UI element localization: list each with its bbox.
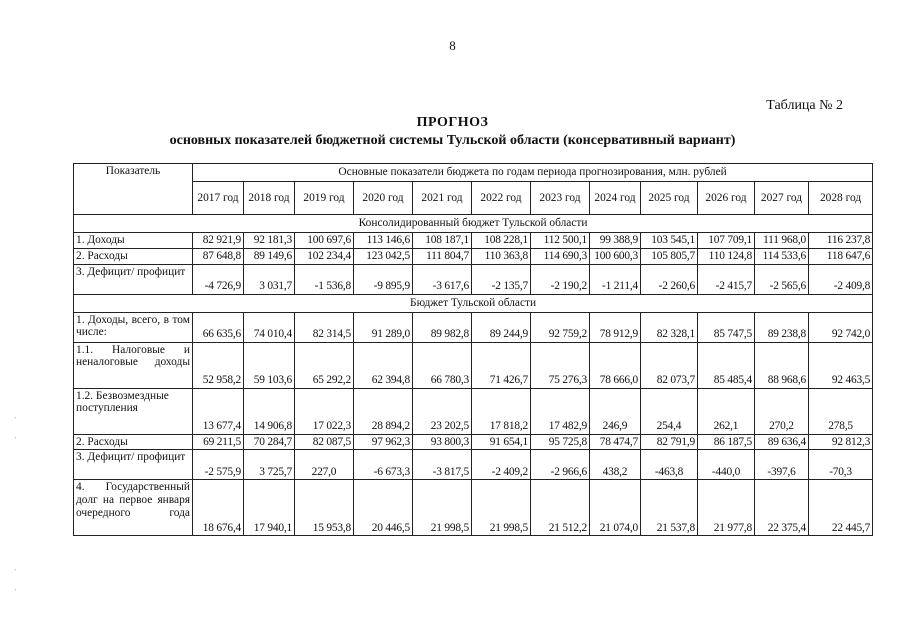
value-cell: 92 463,5 xyxy=(809,342,873,388)
scan-mark: ˈ xyxy=(14,416,18,427)
forecast-table xyxy=(73,163,873,536)
table-row xyxy=(74,342,873,388)
value-cell: 21 512,2 xyxy=(531,480,590,536)
value-cell: 123 042,5 xyxy=(354,248,413,264)
value-cell: 65 292,2 xyxy=(295,342,354,388)
table-row xyxy=(74,434,873,450)
value-cell: -2 190,2 xyxy=(531,264,590,294)
value-cell: 111 968,0 xyxy=(755,233,809,249)
table-label: Таблица № 2 xyxy=(766,98,843,113)
year-header: 2027 год xyxy=(755,182,809,215)
row-label: 1. Доходы xyxy=(74,233,193,249)
value-cell: 22 445,7 xyxy=(809,480,873,536)
year-header: 2017 год xyxy=(193,182,244,215)
value-cell: 118 647,6 xyxy=(809,248,873,264)
value-cell: 22 375,4 xyxy=(755,480,809,536)
value-cell: 254,4 xyxy=(641,388,698,434)
value-cell: 21 998,5 xyxy=(472,480,531,536)
value-cell: -3 617,6 xyxy=(413,264,472,294)
row-label: 2. Расходы xyxy=(74,434,193,450)
value-cell: 3 031,7 xyxy=(244,264,295,294)
value-cell: 82 073,7 xyxy=(641,342,698,388)
section-title: Консолидированный бюджет Тульской области xyxy=(74,215,873,233)
row-label: 3. Дефицит/ профицит xyxy=(74,264,193,294)
value-cell: 21 998,5 xyxy=(413,480,472,536)
value-cell: 14 906,8 xyxy=(244,388,295,434)
value-cell: 108 187,1 xyxy=(413,233,472,249)
value-cell: 270,2 xyxy=(755,388,809,434)
table-row xyxy=(74,233,873,249)
value-cell: -4 726,9 xyxy=(193,264,244,294)
year-header: 2026 год xyxy=(698,182,755,215)
value-cell: 21 537,8 xyxy=(641,480,698,536)
value-cell: 93 800,3 xyxy=(413,434,472,450)
value-cell: -2 409,8 xyxy=(809,264,873,294)
value-cell: -2 409,2 xyxy=(472,450,531,480)
value-cell: 20 446,5 xyxy=(354,480,413,536)
value-cell: -6 673,3 xyxy=(354,450,413,480)
value-cell: 91 289,0 xyxy=(354,312,413,342)
value-cell: 15 953,8 xyxy=(295,480,354,536)
table-row xyxy=(74,312,873,342)
value-cell: 108 228,1 xyxy=(472,233,531,249)
value-cell: 28 894,2 xyxy=(354,388,413,434)
value-cell: 66 635,6 xyxy=(193,312,244,342)
year-header: 2021 год xyxy=(413,182,472,215)
value-cell: -3 817,5 xyxy=(413,450,472,480)
value-cell: 3 725,7 xyxy=(244,450,295,480)
value-cell: 82 921,9 xyxy=(193,233,244,249)
value-cell: 89 636,4 xyxy=(755,434,809,450)
value-cell: 21 074,0 xyxy=(590,480,641,536)
indicator-header: Показатель xyxy=(74,164,193,215)
value-cell: -463,8 xyxy=(641,450,698,480)
value-cell: 107 709,1 xyxy=(698,233,755,249)
value-cell: 78 666,0 xyxy=(590,342,641,388)
row-label: 3. Дефицит/ профицит xyxy=(74,450,193,480)
value-cell: 78 912,9 xyxy=(590,312,641,342)
value-cell: -70,3 xyxy=(809,450,873,480)
year-header: 2024 год xyxy=(590,182,641,215)
value-cell: 88 968,6 xyxy=(755,342,809,388)
value-cell: 87 648,8 xyxy=(193,248,244,264)
document-subtitle: основных показателей бюджетной системы Тульской области (консервативный вариант) xyxy=(169,133,736,148)
value-cell: 114 533,6 xyxy=(755,248,809,264)
value-cell: 75 276,3 xyxy=(531,342,590,388)
value-cell: -397,6 xyxy=(755,450,809,480)
value-cell: 78 474,7 xyxy=(590,434,641,450)
value-cell: 105 805,7 xyxy=(641,248,698,264)
table-row xyxy=(74,388,873,434)
value-cell: 21 977,8 xyxy=(698,480,755,536)
value-cell: -1 211,4 xyxy=(590,264,641,294)
value-cell: 111 804,7 xyxy=(413,248,472,264)
value-cell: 100 600,3 xyxy=(590,248,641,264)
value-cell: 92 812,3 xyxy=(809,434,873,450)
value-cell: 100 697,6 xyxy=(295,233,354,249)
value-cell: 17 482,9 xyxy=(531,388,590,434)
value-cell: 112 500,1 xyxy=(531,233,590,249)
scan-mark: ˈ xyxy=(14,588,18,599)
section-header-row xyxy=(74,215,873,233)
value-cell: 91 654,1 xyxy=(472,434,531,450)
row-label: 4. Государственный долг на первое января очередного года xyxy=(74,480,193,536)
value-cell: 113 146,6 xyxy=(354,233,413,249)
year-header: 2023 год xyxy=(531,182,590,215)
value-cell: -2 415,7 xyxy=(698,264,755,294)
value-cell: 82 791,9 xyxy=(641,434,698,450)
value-cell: 95 725,8 xyxy=(531,434,590,450)
row-label: 1.2. Безвозмездные поступления xyxy=(74,388,193,434)
value-cell: 82 087,5 xyxy=(295,434,354,450)
value-cell: -1 536,8 xyxy=(295,264,354,294)
value-cell: 23 202,5 xyxy=(413,388,472,434)
value-cell: -2 260,6 xyxy=(641,264,698,294)
value-cell: -2 565,6 xyxy=(755,264,809,294)
value-cell: 59 103,6 xyxy=(244,342,295,388)
value-cell: 62 394,8 xyxy=(354,342,413,388)
value-cell: 66 780,3 xyxy=(413,342,472,388)
row-label: 1. Доходы, всего, в том числе: xyxy=(74,312,193,342)
value-cell: 114 690,3 xyxy=(531,248,590,264)
row-label: 1.1. Налоговые и неналоговые доходы xyxy=(74,342,193,388)
table-row xyxy=(74,264,873,294)
value-cell: 69 211,5 xyxy=(193,434,244,450)
value-cell: 227,0 xyxy=(295,450,354,480)
value-cell: 262,1 xyxy=(698,388,755,434)
value-cell: 278,5 xyxy=(809,388,873,434)
value-cell: 102 234,4 xyxy=(295,248,354,264)
value-cell: 13 677,4 xyxy=(193,388,244,434)
value-cell: 85 485,4 xyxy=(698,342,755,388)
year-header: 2020 год xyxy=(354,182,413,215)
value-cell: 246,9 xyxy=(590,388,641,434)
value-cell: -2 135,7 xyxy=(472,264,531,294)
value-cell: 17 022,3 xyxy=(295,388,354,434)
scan-mark: ˈ xyxy=(14,436,18,447)
value-cell: 99 388,9 xyxy=(590,233,641,249)
value-cell: -2 575,9 xyxy=(193,450,244,480)
page-number: 8 xyxy=(449,38,456,53)
year-header: 2022 год xyxy=(472,182,531,215)
value-cell: 82 314,5 xyxy=(295,312,354,342)
row-label: 2. Расходы xyxy=(74,248,193,264)
value-cell: 116 237,8 xyxy=(809,233,873,249)
year-header-row xyxy=(74,182,873,215)
table-row xyxy=(74,450,873,480)
value-cell: -9 895,9 xyxy=(354,264,413,294)
value-cell: -2 966,6 xyxy=(531,450,590,480)
year-header: 2018 год xyxy=(244,182,295,215)
value-cell: 86 187,5 xyxy=(698,434,755,450)
value-cell: 89 149,6 xyxy=(244,248,295,264)
value-cell: 92 181,3 xyxy=(244,233,295,249)
value-cell: 17 818,2 xyxy=(472,388,531,434)
table-row xyxy=(74,480,873,536)
value-cell: 89 982,8 xyxy=(413,312,472,342)
value-cell: 110 124,8 xyxy=(698,248,755,264)
value-cell: 17 940,1 xyxy=(244,480,295,536)
year-header: 2025 год xyxy=(641,182,698,215)
value-cell: 70 284,7 xyxy=(244,434,295,450)
value-cell: 103 545,1 xyxy=(641,233,698,249)
table-body xyxy=(74,215,873,536)
year-header: 2019 год xyxy=(295,182,354,215)
value-cell: 92 759,2 xyxy=(531,312,590,342)
table-row xyxy=(74,248,873,264)
value-cell: 74 010,4 xyxy=(244,312,295,342)
scan-mark: ˈ xyxy=(14,568,18,579)
section-title: Бюджет Тульской области xyxy=(74,294,873,312)
value-cell: 71 426,7 xyxy=(472,342,531,388)
value-cell: -440,0 xyxy=(698,450,755,480)
value-cell: 92 742,0 xyxy=(809,312,873,342)
value-cell: 85 747,5 xyxy=(698,312,755,342)
value-cell: 82 328,1 xyxy=(641,312,698,342)
main-header: Основные показатели бюджета по годам периода прогнозирования, млн. рублей xyxy=(193,164,873,182)
value-cell: 89 238,8 xyxy=(755,312,809,342)
value-cell: 52 958,2 xyxy=(193,342,244,388)
year-header: 2028 год xyxy=(809,182,873,215)
value-cell: 438,2 xyxy=(590,450,641,480)
section-header-row xyxy=(74,294,873,312)
value-cell: 89 244,9 xyxy=(472,312,531,342)
document-title: ПРОГНОЗ xyxy=(416,115,489,130)
value-cell: 110 363,8 xyxy=(472,248,531,264)
value-cell: 18 676,4 xyxy=(193,480,244,536)
value-cell: 97 962,3 xyxy=(354,434,413,450)
